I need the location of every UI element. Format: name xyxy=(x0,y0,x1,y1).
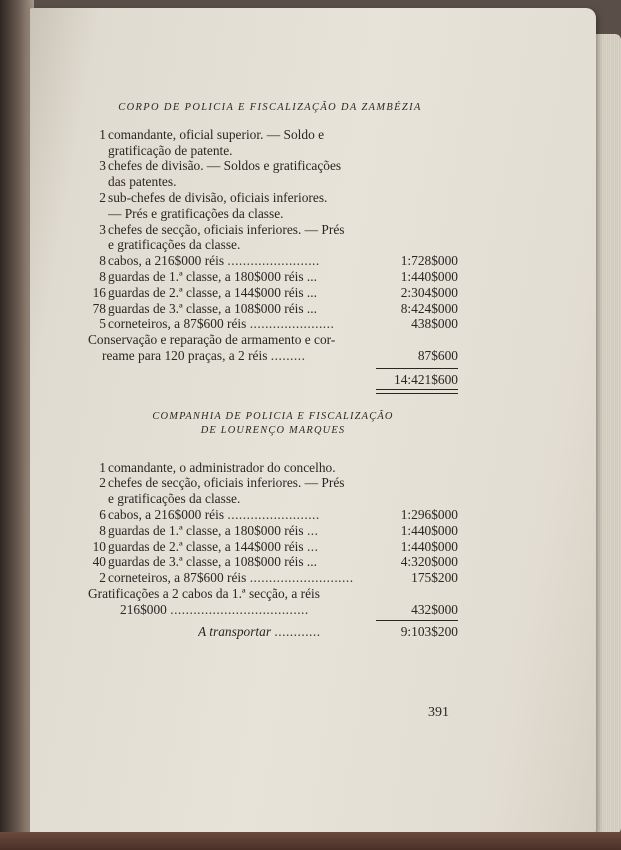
conservation-row xyxy=(88,332,458,348)
entry-row-continued xyxy=(88,237,458,253)
entry-amount: 2:304$000 xyxy=(400,284,458,300)
entry-amount: 4:320$000 xyxy=(400,554,458,570)
entry-count: 5 xyxy=(99,316,106,332)
conservation-row-continued xyxy=(88,348,458,364)
entry-count: 3 xyxy=(99,158,106,174)
section-heading-line: DE LOURENÇO MARQUES xyxy=(200,424,346,436)
page-edges xyxy=(592,34,621,834)
entry-row-continued xyxy=(88,206,458,222)
entry-amount: 8:424$000 xyxy=(400,300,458,316)
entry-text: comandante, oficial superior. — Soldo e xyxy=(108,126,325,142)
table-surface xyxy=(0,832,621,850)
entry-text: reame para 120 praças, a 2 réis ......... xyxy=(102,347,306,363)
entry-text: e gratificações da classe. xyxy=(108,491,241,507)
gratification-row-continued xyxy=(88,602,458,618)
entry-count: 8 xyxy=(99,522,106,538)
entry-count: 1 xyxy=(99,459,106,475)
entry-row xyxy=(88,539,458,555)
entry-amount: 438$000 xyxy=(411,316,458,332)
entry-amount: 1:440$000 xyxy=(400,268,458,284)
entry-text: cabos, a 216$000 réis ........................ xyxy=(108,506,320,522)
entry-text: guardas de 1.ª classe, a 180$000 réis ... xyxy=(108,522,319,538)
entry-text: e gratificações da classe. xyxy=(108,237,241,253)
entry-text: corneteiros, a 87$600 réis ...................... xyxy=(108,316,335,332)
entry-count: 78 xyxy=(92,300,106,316)
entry-count: 1 xyxy=(99,126,106,142)
entry-row xyxy=(88,460,458,476)
total-rule-row xyxy=(88,364,458,372)
entry-row xyxy=(88,554,458,570)
entry-count: 40 xyxy=(92,554,106,570)
transport-label: A transportar ............ xyxy=(198,623,321,639)
entry-row xyxy=(88,158,458,174)
entry-row xyxy=(88,301,458,317)
gratification-row xyxy=(88,586,458,602)
entry-row xyxy=(88,285,458,301)
total-row xyxy=(88,372,458,388)
entry-row-continued xyxy=(88,143,458,159)
section-heading: CORPO DE POLICIA E FISCALIZAÇÃO DA ZAMBÉZIA xyxy=(118,102,422,113)
entry-row xyxy=(88,570,458,586)
entry-amount: 175$200 xyxy=(411,570,458,586)
entry-row xyxy=(88,127,458,143)
entry-text: gratificação de patente. xyxy=(108,142,233,158)
entry-count: 3 xyxy=(99,221,106,237)
entry-count: 8 xyxy=(99,268,106,284)
total-amount: 14:421$600 xyxy=(394,371,458,387)
entry-text: guardas de 2.ª classe, a 144$000 réis ... xyxy=(108,284,317,300)
entry-count: 16 xyxy=(92,284,106,300)
entry-text: guardas de 3.ª classe, a 108$000 réis ... xyxy=(108,554,317,570)
entry-text: 216$000 .................................... xyxy=(120,601,309,617)
entry-count: 2 xyxy=(99,475,106,491)
entry-text: das patentes. xyxy=(108,174,177,190)
entry-text: corneteiros, a 87$600 réis ........................... xyxy=(108,570,354,586)
entry-count: 10 xyxy=(92,538,106,554)
entry-count: 2 xyxy=(99,570,106,586)
entry-text: guardas de 1.ª classe, a 180$000 réis ... xyxy=(108,268,317,284)
entry-text: Gratificações a 2 cabos da 1.ª secção, a réis xyxy=(88,585,320,601)
book-gutter-shadow xyxy=(0,0,34,850)
entry-text: — Prés e gratificações da classe. xyxy=(108,205,284,221)
entry-row xyxy=(88,190,458,206)
entry-text: cabos, a 216$000 réis ........................ xyxy=(108,253,320,269)
entry-text: guardas de 2.ª classe, a 144$000 réis ... xyxy=(108,538,319,554)
double-rule-row xyxy=(88,388,458,396)
entry-row xyxy=(88,222,458,238)
entry-text: chefes de divisão. — Soldos e gratificações xyxy=(108,158,342,174)
entry-text: comandante, o administrador do concelho. xyxy=(108,459,336,475)
entry-row-continued xyxy=(88,174,458,190)
entry-amount: 87$600 xyxy=(417,347,458,363)
entry-amount: 1:728$000 xyxy=(400,253,458,269)
entry-row xyxy=(88,253,458,269)
entry-amount: 1:440$000 xyxy=(400,522,458,538)
section-heading-2 xyxy=(88,410,458,438)
page-content xyxy=(88,100,458,639)
entry-amount: 1:296$000 xyxy=(400,506,458,522)
entry-row-continued xyxy=(88,491,458,507)
entry-row xyxy=(88,269,458,285)
double-rule xyxy=(376,389,458,394)
entry-text: Conservação e reparação de armamento e cor- xyxy=(88,332,336,348)
entry-row xyxy=(88,475,458,491)
transport-rule xyxy=(376,620,458,621)
entry-count: 2 xyxy=(99,189,106,205)
entry-count: 6 xyxy=(99,506,106,522)
total-rule xyxy=(376,368,458,369)
entry-row xyxy=(88,523,458,539)
entry-text: chefes de secção, oficiais inferiores. — Prés xyxy=(108,475,345,491)
entry-row xyxy=(88,507,458,523)
transport-row xyxy=(88,624,458,640)
entry-text: chefes de secção, oficiais inferiores. — Prés xyxy=(108,221,345,237)
entry-amount: 1:440$000 xyxy=(400,538,458,554)
entry-count: 8 xyxy=(99,253,106,269)
entry-row xyxy=(88,316,458,332)
page-number: 391 xyxy=(428,705,449,720)
transport-amount: 9:103$200 xyxy=(400,623,458,639)
entry-amount: 432$000 xyxy=(411,601,458,617)
entry-text: sub-chefes de divisão, oficiais inferiores. xyxy=(108,189,328,205)
section-heading-line: COMPANHIA DE POLICIA E FISCALIZAÇÃO xyxy=(152,410,394,422)
entry-text: guardas de 3.ª classe, a 108$000 réis ... xyxy=(108,300,317,316)
